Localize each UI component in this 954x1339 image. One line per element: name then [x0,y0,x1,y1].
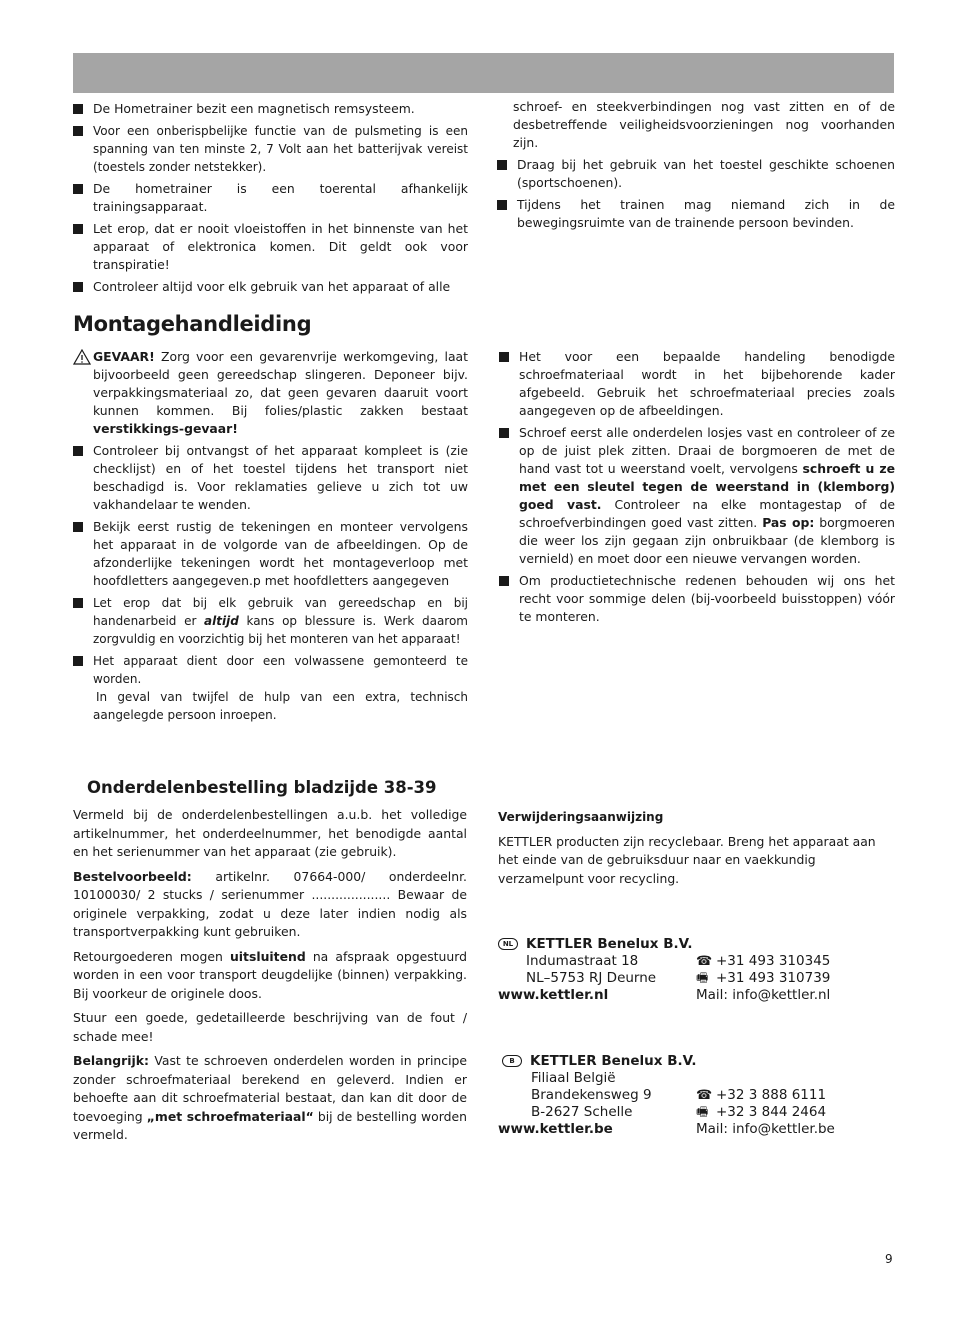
contact-be [498,1053,898,1138]
section-title-montage: Montagehandleiding [73,312,312,336]
city: B-2627 Schelle [531,1104,633,1120]
list-item: Controleer bij ontvangst of het apparaat kompleet is (zie checklijst) en of het toestel tijdens het transport niet beschadigd is. Voor reklamaties gelieve u zich tot uw vakhandelaar te wenden. [73,442,468,514]
order-return-c: na afspraak opgestuurd worden in een voor transport deugdelijke (binnen) verpakking. Bij voorkeur de originele doos. [73,948,467,1001]
montage-left-column [73,348,468,728]
website-link[interactable]: www.kettler.be [498,1121,613,1137]
top-left-column [73,100,468,300]
phone-icon: ☎ [696,1088,713,1103]
screw-text-bold: schroeft u ze met een sleutel tegen de weerstand in (klemborg) goed vast. [519,461,895,512]
disposal-section [498,808,895,894]
branch: Filiaal België [531,1070,616,1086]
screw-text-c: Controleer na elke montagestap of de schroefverbindingen goed vast zitten. [519,497,895,530]
contact-nl [498,936,898,1004]
top-right-column [497,98,895,236]
screw-text-a: Schroef eerst alle onderdelen losjes vast en controleer of ze op de juist plek zitten. Draai de borgmoeren de met de hand vast tot u weerstand voelt, vervolgens [519,425,895,476]
gevaar-label: GEVAAR! [93,349,155,364]
pas-op-label: Pas op: [762,515,815,530]
order-column [73,806,467,1151]
adult-text-b: In geval van twijfel de hulp van een extra, technisch aangelegde persoon inroepen. [93,690,468,722]
phone-icon: ☎ [696,954,713,969]
order-example-label: Bestelvoorbeeld: [73,868,192,884]
list-item: Het voor een bepaalde handeling benodigde schroefmateriaal wordt in het bijbehorende kader afgebeeld. Gebruik het schroefmateriaal precies zoals aangegeven op de afbeeldingen. [499,348,895,420]
list-item: Bekijk eerst rustig de tekeningen en monteer vervolgens het apparaat in de volgorde van de afbeeldingen. Op de afzonderlijke tekeningen wordt het montageverloop met hoofdletters aangegeven.p met hoofdletters aangegeven [73,518,468,590]
list-item: De Hometrainer bezit een magnetisch remsysteem. [73,100,468,118]
mail-label: Mail: [696,987,728,1003]
country-tag-be: B [502,1055,522,1067]
company-name: KETTLER Benelux B.V. [530,1053,697,1069]
city: NL–5753 RJ Deurne [526,970,657,986]
list-item [73,652,468,724]
list-item [73,594,468,648]
street: Indumastraat 18 [526,953,639,969]
header-bar [73,53,894,93]
mail-address[interactable]: info@kettler.nl [732,987,831,1003]
list-item-continuation: schroef- en steekverbindingen nog vast zitten en of de desbetreffende veiligheidsvoorzieningen nog voorhanden zijn. [513,99,895,150]
disposal-text: KETTLER producten zijn recyclebaar. Breng het apparaat aan het einde van de gebruiksduur naar en vaekkundig verzamelpunt voor recycling. [498,833,876,886]
list-item: Voor een onberispbelijke functie van de pulsmeting is een spanning van ten minste 2, 7 Volt aan het batterijvak vereist (toestels zonder netstekker). [73,122,468,176]
order-return [73,948,467,1004]
gevaar-text: Zorg voor een gevarenvrije werkomgeving, laat bijvoorbeeld geen gereedschap slingeren. Deponeer bijv. verpakkingsmateriaal zo, dat geen gevaren daaruit voort kunnen kommen. Bij folies/plastic zakken bestaat [93,349,468,418]
gevaar-bold: verstikkings-gevaar! [93,421,238,436]
adult-text-a: Het apparaat dient door een volwassene gemonteerd te worden. [93,654,468,686]
order-example-text: artikelnr. 07664-000/ onderdeelnr. 10100030/ 2 stucks / serienummer .................... Bewaar de originele verpakking, zodat u deze later indien nodig als transportverpakking kunt gebruiken. [73,868,467,939]
section-title-order: Onderdelenbestelling bladzijde 38-39 [87,778,437,797]
order-paragraph: Vermeld bij de onderdelenbestellingen a.u.b. het volledige artikelnummer, het onderdeelnummer, het benodigde aantal en het serienummer van het apparaat (zie gebruik). [73,807,467,859]
order-important-bold: „met schroefmateriaal“ [146,1108,314,1124]
list-item [499,424,895,568]
fax-number: +31 493 310739 [716,970,831,986]
order-return-b: uitsluitend [229,948,306,964]
company-name: KETTLER Benelux B.V. [526,936,693,952]
warning-triangle-icon [73,349,91,365]
screw-text-e: borgmoeren die weer los zijn gegaan zijn onbruikbaar (de klemborg is vernield) en moet door een nieuwe vervangen worden. [519,515,895,566]
disposal-title: Verwijderingsaanwijzing [498,810,664,824]
fax-icon: 🖷 [696,1105,709,1120]
mail-address[interactable]: info@kettler.be [732,1121,835,1137]
order-return-a: Retourgoederen mogen [73,948,230,964]
list-item: Tijdens het trainen mag niemand zich in de bewegingsruimte van de trainende persoon bevinden. [497,196,895,232]
list-item: Controleer altijd voor elk gebruik van het apparaat of alle [73,278,468,296]
page-number: 9 [885,1252,893,1266]
mail-label: Mail: [696,1121,728,1137]
order-important-text: Vast te schroeven onderdelen worden in principe zonder schroefmateriaal berekend en geleverd. Indien er behoefte aan dit schroefmaterial bestaat, dan kan dit door de toevoeging [73,1053,467,1124]
altijd-text-c: kans op blessure is. Werk daarom zorgvuldig en voorzichtig bij het monteren van het apparaat! [93,614,468,646]
list-item: Om productietechnische redenen behouden wij ons het recht voor sommige delen (bij-voorbeeld buisstoppen) vóór te monteren. [499,572,895,626]
order-describe: Stuur een goede, gedetailleerde beschrijving van de fout / schade mee! [73,1010,467,1044]
altijd-emphasis: altijd [204,614,239,628]
order-important-end: bij de bestelling worden vermeld. [73,1108,467,1142]
order-important [73,1052,467,1145]
phone-number: +32 3 888 6111 [716,1087,827,1103]
list-item: De hometrainer is een toerental afhankelijk trainingsapparaat. [73,180,468,216]
website-link[interactable]: www.kettler.nl [498,987,609,1003]
altijd-text-a: Let erop dat bij elk gebruik van gereedschap en bij handenarbeid er [93,596,468,628]
fax-icon: 🖷 [696,971,709,986]
order-example [73,868,467,942]
phone-number: +31 493 310345 [716,953,831,969]
fax-number: +32 3 844 2464 [716,1104,827,1120]
warning-paragraph [73,348,468,438]
montage-right-column [499,348,895,630]
order-important-label: Belangrijk: [73,1053,149,1068]
list-item: Draag bij het gebruik van het toestel geschikte schoenen (sportschoenen). [497,156,895,192]
country-tag-nl: NL [498,938,518,950]
street: Brandekensweg 9 [531,1087,652,1103]
list-item: Let erop, dat er nooit vloeistoffen in het binnenste van het apparaat of elektronica komen. Dit geldt ook voor transpiratie! [73,220,468,274]
